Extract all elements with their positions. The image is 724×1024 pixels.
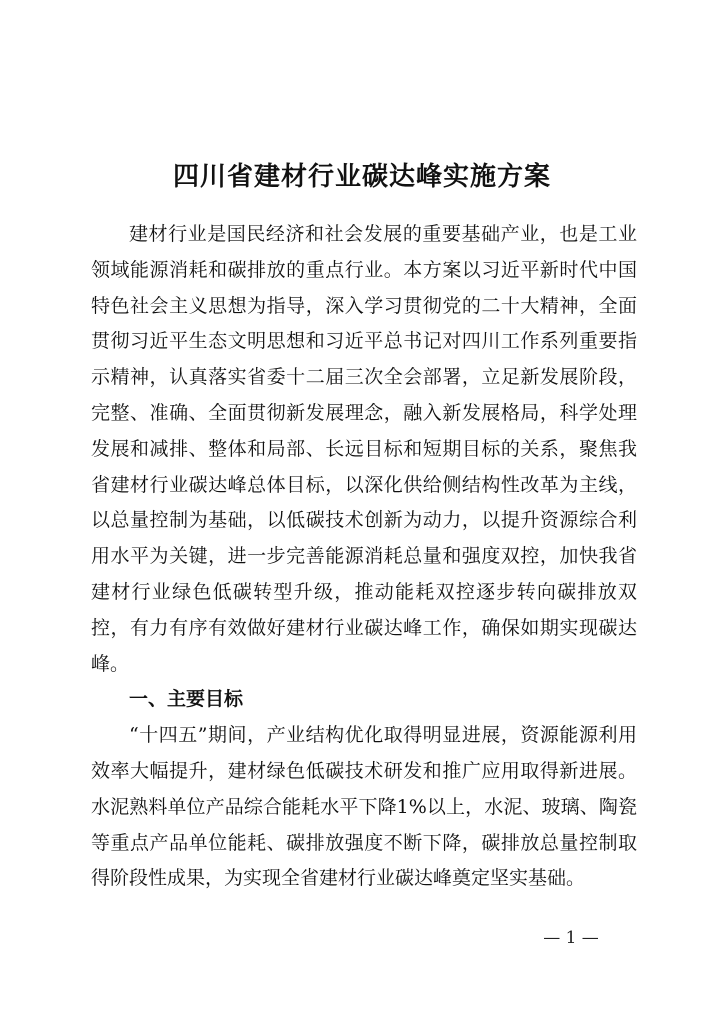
document-title: 四川省建材行业碳达峰实施方案	[172, 162, 551, 193]
section-heading-main-goals: 一、主要目标	[129, 688, 244, 711]
intro-paragraph: 建材行业是国民经济和社会发展的重要基础产业，也是工业领域能源消耗和碳排放的重点行业。本方案以习近平新时代中国特色社会主义思想为指导，深入学习贯彻党的二十大精神，全面贯彻习近平生态文明思想和习近平总书记对四川工作系列重要指示精神，认真落实省委十二届三次全会部署，立足新发展阶段，完整、准确、全面贯彻新发展理念，融入新发展格局，科学处理发展和减排、整体和局部、长远目标和短期目标的关系，聚焦我省建材行业碳达峰总体目标，以深化供给侧结构性改革为主线，以总量控制为基础，以低碳技术创新为动力，以提升资源综合利用水平为关键，进一步完善能源消耗总量和强度双控，加快我省建材行业绿色低碳转型升级，推动能耗双控逐步转向碳排放双控，有力有序有效做好建材行业碳达峰工作，确保如期实现碳达峰。	[91, 223, 637, 675]
page-number: — 1 —	[543, 928, 599, 948]
document-body	[91, 217, 637, 897]
section-paragraph-main-goals: “十四五”期间，产业结构优化取得明显进展，资源能源利用效率大幅提升，建材绿色低碳技术研发和推广应用取得新进展。水泥熟料单位产品综合能耗水平下降1%以上，水泥、玻璃、陶瓷等重点产品单位能耗、碳排放强度不断下降，碳排放总量控制取得阶段性成果，为实现全省建材行业碳达峰奠定坚实基础。	[91, 724, 637, 890]
